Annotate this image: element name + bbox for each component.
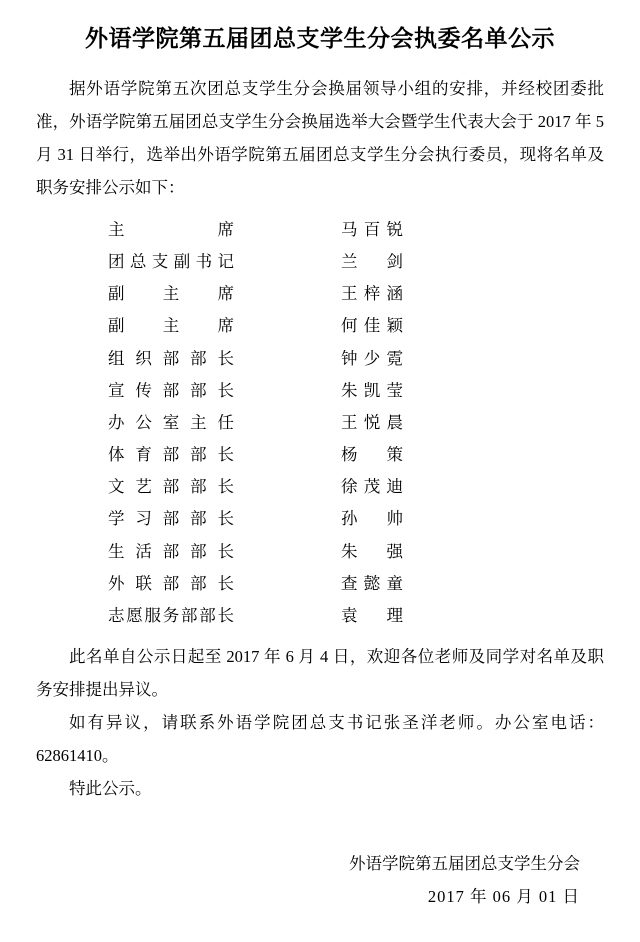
table-row: [36, 310, 604, 342]
table-row: [36, 407, 604, 439]
roster-post-cell: [36, 471, 323, 503]
roster-post: 学习部部长: [108, 509, 234, 529]
roster-post: 生活部部长: [108, 541, 234, 561]
roster-name-cell: [323, 600, 604, 632]
roster-post: 组织部部长: [108, 348, 234, 368]
roster-post: 团总支副书记: [108, 252, 234, 272]
roster-post-cell: [36, 600, 323, 632]
intro-paragraph: 据外语学院第五次团总支学生分会换届领导小组的安排，并经校团委批准，外语学院第五届团总支学生分会换届选举大会暨学生代表大会于 2017 年 5 月 31 日举行，选举出外语学院第五届团总支学生分会执行委员，现将名单及职务安排公示如下：: [36, 78, 604, 197]
table-row: [36, 246, 604, 278]
roster-name: 何佳颖: [341, 316, 403, 336]
roster-name: 兰剑: [341, 252, 403, 272]
roster-post: 副主席: [108, 316, 234, 336]
roster-name: 查懿童: [341, 573, 403, 593]
roster-post-cell: [36, 568, 323, 600]
notice-period-paragraph: 此名单自公示日起至 2017 年 6 月 4 日，欢迎各位老师及同学对名单及职务安排提出异议。: [36, 647, 604, 700]
roster-post: 外联部部长: [108, 573, 234, 593]
roster-name: 徐茂迪: [341, 477, 403, 497]
signature-block: [36, 847, 604, 913]
roster-post-cell: [36, 407, 323, 439]
document-body: [36, 72, 604, 805]
roster-name: 杨策: [341, 445, 403, 465]
table-row: [36, 343, 604, 375]
contact-paragraph: 如有异议，请联系外语学院团总支书记张圣洋老师。办公室电话：62861410。: [36, 713, 604, 766]
roster-name: 袁理: [341, 605, 403, 625]
roster-name-cell: [323, 278, 604, 310]
roster-name-cell: [323, 214, 604, 246]
roster-table: [36, 214, 604, 632]
roster-name: 马百锐: [341, 219, 403, 239]
table-row: [36, 471, 604, 503]
signature-organization: 外语学院第五届团总支学生分会: [349, 854, 580, 874]
roster-name: 王悦晨: [341, 412, 403, 432]
roster-name-cell: [323, 568, 604, 600]
roster-post: 志愿服务部部长: [108, 605, 234, 625]
table-row: [36, 375, 604, 407]
roster-post: 文艺部部长: [108, 477, 234, 497]
roster-name-cell: [323, 536, 604, 568]
roster-post: 主席: [108, 219, 234, 239]
roster-name-cell: [323, 375, 604, 407]
roster-name-cell: [323, 407, 604, 439]
page-title: 外语学院第五届团总支学生分会执委名单公示: [85, 26, 555, 51]
roster-name: 钟少霓: [341, 348, 403, 368]
roster-post: 办公室主任: [108, 412, 234, 432]
roster-post-cell: [36, 310, 323, 342]
table-row: [36, 600, 604, 632]
roster-post-cell: [36, 343, 323, 375]
roster-name: 孙帅: [341, 509, 403, 529]
roster-post: 宣传部部长: [108, 380, 234, 400]
roster-post-cell: [36, 536, 323, 568]
roster-name: 王梓涵: [341, 284, 403, 304]
table-row: [36, 536, 604, 568]
table-row: [36, 568, 604, 600]
roster-post-cell: [36, 439, 323, 471]
roster-name: 朱强: [341, 541, 403, 561]
roster-post-cell: [36, 375, 323, 407]
roster-post-cell: [36, 503, 323, 535]
signature-date: 2017 年 06 月 01 日: [427, 887, 580, 907]
roster-name-cell: [323, 439, 604, 471]
roster-name-cell: [323, 310, 604, 342]
closing-paragraph: 特此公示。: [69, 779, 152, 799]
table-row: [36, 439, 604, 471]
roster-post-cell: [36, 246, 323, 278]
roster-post-cell: [36, 278, 323, 310]
table-row: [36, 214, 604, 246]
table-row: [36, 503, 604, 535]
roster-post-cell: [36, 214, 323, 246]
roster-name-cell: [323, 246, 604, 278]
roster-name-cell: [323, 471, 604, 503]
roster-name-cell: [323, 503, 604, 535]
table-row: [36, 278, 604, 310]
roster-name: 朱凯莹: [341, 380, 403, 400]
roster-post: 副主席: [108, 284, 234, 304]
roster-post: 体育部部长: [108, 445, 234, 465]
roster-name-cell: [323, 343, 604, 375]
